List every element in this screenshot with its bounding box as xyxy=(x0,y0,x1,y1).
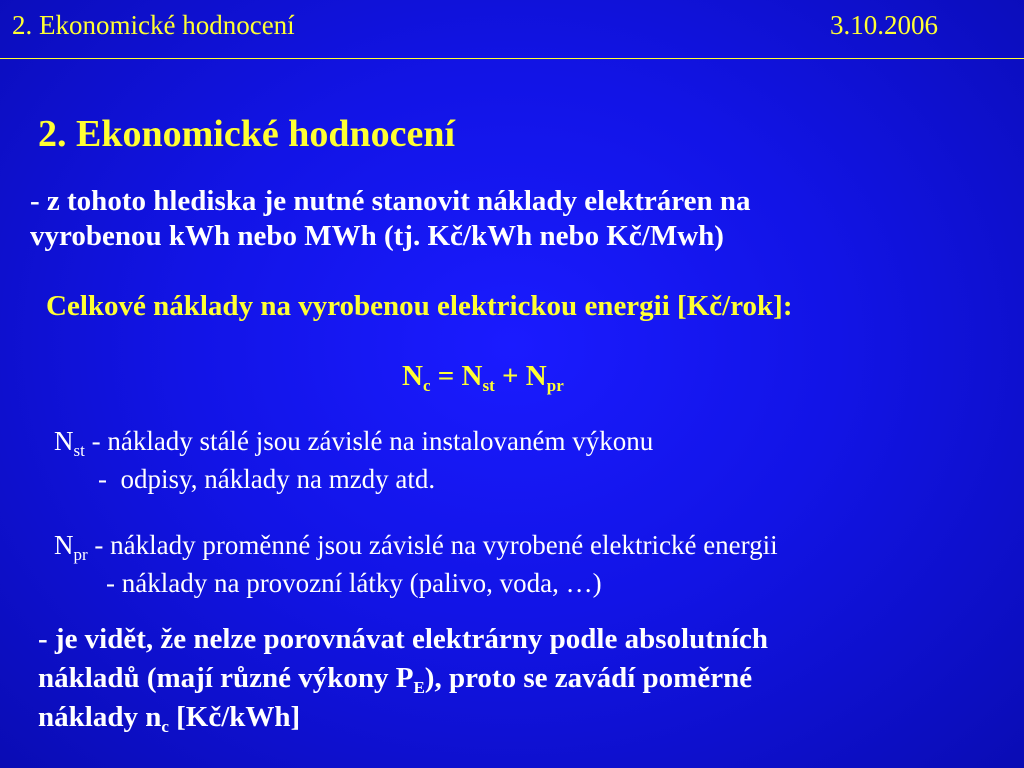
header-divider xyxy=(0,58,1024,59)
intro-bullet xyxy=(30,184,930,254)
definition-variable-costs xyxy=(54,526,778,602)
nc-subscript: c xyxy=(161,717,169,736)
definition-fixed-costs xyxy=(54,422,653,498)
nst-description: - náklady stálé jsou závislé na instalovaném výkonu xyxy=(84,426,654,456)
pe-subscript: E xyxy=(413,678,425,697)
header-date: 3.10.2006 xyxy=(830,10,938,40)
total-costs-heading: Celkové náklady na vyrobenou elektrickou energii [Kč/rok]: xyxy=(46,290,793,322)
conclusion-line-3-start: náklady n xyxy=(38,701,162,733)
npr-definition-line-1 xyxy=(54,526,778,564)
npr-definition-line-2: - náklady na provozní látky (palivo, voda, …) xyxy=(106,568,602,598)
nst-definition-line-1 xyxy=(54,422,653,460)
conclusion-line-1: - je vidět, že nelze porovnávat elektrárny podle absolutních xyxy=(38,623,769,655)
formula-nst-symbol: N xyxy=(461,360,483,392)
formula-npr-symbol: N xyxy=(525,360,547,392)
formula-nc-subscript: c xyxy=(422,376,431,395)
nst-subscript: st xyxy=(73,441,85,460)
cost-formula xyxy=(402,360,564,393)
conclusion-line-3-end: [Kč/kWh] xyxy=(168,701,301,733)
intro-line-1: - z tohoto hlediska je nutné stanovit náklady elektráren na xyxy=(30,185,751,217)
formula-plus: + xyxy=(494,360,526,392)
conclusion-line-2-end: ), proto se zavádí poměrné xyxy=(424,662,753,694)
header-title: 2. Ekonomické hodnocení xyxy=(12,10,295,40)
conclusion-line-2-start: nákladů (mají různé výkony P xyxy=(38,662,414,694)
nst-definition-line-2: - odpisy, náklady na mzdy atd. xyxy=(98,464,436,494)
conclusion-line-2 xyxy=(38,659,938,698)
formula-nc-symbol: N xyxy=(402,360,423,392)
slide-title: 2. Ekonomické hodnocení xyxy=(38,113,456,155)
nst-symbol: N xyxy=(54,426,74,456)
formula-nst-subscript: st xyxy=(482,376,495,395)
npr-description: - náklady proměnné jsou závislé na vyrobené elektrické energii xyxy=(87,530,778,560)
formula-equals: = xyxy=(430,360,462,392)
npr-subscript: pr xyxy=(73,545,88,564)
conclusion-bullet xyxy=(38,620,938,737)
intro-line-2: vyrobenou kWh nebo MWh (tj. Kč/kWh nebo Kč/Mwh) xyxy=(30,220,724,252)
npr-symbol: N xyxy=(54,530,74,560)
slide-header xyxy=(0,0,1024,57)
formula-npr-subscript: pr xyxy=(546,376,564,395)
conclusion-line-3 xyxy=(38,698,938,737)
